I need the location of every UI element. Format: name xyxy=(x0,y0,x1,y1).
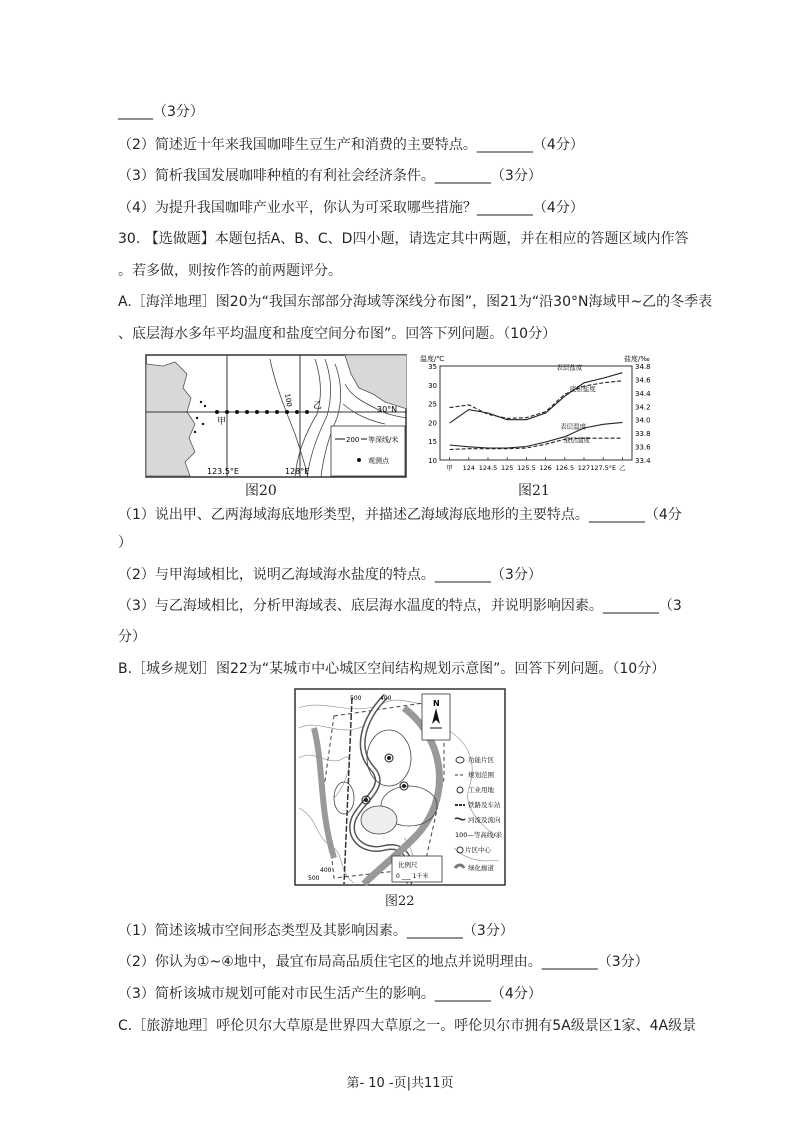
figure-20 xyxy=(145,354,407,478)
legend-item: 工业用地 xyxy=(468,786,494,794)
text-line: （1）简述该城市空间形态类型及其影响因素。________（3分） xyxy=(118,923,514,939)
series-line xyxy=(450,422,623,448)
series-label: 表层盐度 xyxy=(556,363,583,372)
page-footer: 第- 10 -页|共11页 xyxy=(346,1076,454,1091)
figure-21-caption: 图21 xyxy=(518,483,550,499)
text-line: （3）简析我国发展咖啡种植的有利社会经济条件。________（3分） xyxy=(118,168,542,184)
contour-label: 400 xyxy=(380,695,392,702)
scale-unit: 0 ___ 1千米 xyxy=(396,873,429,880)
legend-point-text: 观测点 xyxy=(368,457,389,465)
y-left-title: 温度/℃ xyxy=(420,355,445,363)
legend-item: 片区中心 xyxy=(465,846,491,854)
lat-label: 30°N xyxy=(377,405,398,414)
lon-label: 128°E xyxy=(285,467,310,476)
x-tick: 126 xyxy=(539,464,552,472)
legend-contour-text: 等深线/米 xyxy=(368,436,399,444)
y-left-tick: 15 xyxy=(428,438,437,447)
text-line: （3）与乙海域相比，分析甲海域表、底层海水温度的特点，并说明影响因素。________（3 xyxy=(118,598,682,614)
legend-item: 规划范围 xyxy=(468,771,494,779)
y-left-tick: 20 xyxy=(428,419,437,428)
y-left-tick: 25 xyxy=(428,400,437,409)
text-line: A.［海洋地理］图20为“我国东部部分海域等深线分布图”，图21为“沿30°N海域甲~乙的冬季表 xyxy=(118,294,713,310)
contour-label: 500 xyxy=(308,875,320,882)
y-right-tick: 34.0 xyxy=(635,416,651,425)
yi-label: 乙 xyxy=(313,401,323,411)
legend-item: 河流及流向 xyxy=(468,816,501,824)
jia-label: 甲 xyxy=(217,417,227,427)
x-tick: 乙 xyxy=(619,464,626,472)
x-tick: 127 xyxy=(577,464,591,472)
y-right-title: 盐度/‰ xyxy=(624,355,650,363)
lon-label: 123.5°E xyxy=(207,467,239,476)
contour-label: 400 xyxy=(320,867,332,874)
x-tick: 126.5 xyxy=(555,464,575,472)
text-line: （4）为提升我国咖啡产业水平，你认为可采取哪些措施？________（4分） xyxy=(118,200,584,216)
figure-20-caption: 图20 xyxy=(245,483,277,499)
contour-label: 100 xyxy=(283,392,294,408)
scale-label: 比例尺 xyxy=(398,861,418,869)
x-tick: 127.5°E xyxy=(590,464,617,472)
y-right-tick: 33.4 xyxy=(635,457,651,465)
y-right-tick: 34.2 xyxy=(635,403,651,412)
text-line: C.［旅游地理］呼伦贝尔大草原是世界四大草原之一。呼伦贝尔市拥有5A级景区1家、4A级景 xyxy=(118,1018,697,1034)
series-line xyxy=(450,373,623,423)
y-left-tick: 30 xyxy=(428,381,437,390)
text-line: B.［城乡规划］图22为“某城市中心城区空间结构规划示意图”。回答下列问题。（10分） xyxy=(118,661,666,677)
north-label: N xyxy=(433,699,440,708)
legend-item: 功能片区 xyxy=(468,756,494,764)
text-line: 。若多做，则按作答的前两题评分。 xyxy=(118,263,342,279)
y-left-tick: 10 xyxy=(428,457,437,465)
legend-item: 100—等高线/米 xyxy=(455,831,503,839)
text-line: 、底层海水多年平均温度和盐度空间分布图”。回答下列问题。（10分） xyxy=(118,326,557,342)
y-right-tick: 33.6 xyxy=(635,443,651,452)
y-right-tick: 33.8 xyxy=(635,430,651,439)
text-line: （2）你认为①~④地中，最宜布局高品质住宅区的地点并说明理由。________（3分） xyxy=(118,954,649,970)
legend-item: 绿化廊道 xyxy=(468,864,494,872)
series-label: 表层温度 xyxy=(560,422,587,431)
text-line: _____（3分） xyxy=(118,104,204,120)
legend-item: 铁路及车站 xyxy=(468,801,501,809)
x-tick: 125.5 xyxy=(517,464,536,472)
x-tick: 124 xyxy=(462,464,476,472)
series-line xyxy=(450,381,623,419)
figure-21 xyxy=(420,352,666,480)
x-tick: 125 xyxy=(500,464,514,472)
text-line: 30. 【选做题】本题包括A、B、C、D四小题，请选定其中两题，并在相应的答题区域内作答 xyxy=(118,231,689,247)
text-line: （2）与甲海域相比，说明乙海域海水盐度的特点。________（3分） xyxy=(118,567,542,583)
y-right-tick: 34.6 xyxy=(635,376,651,385)
x-tick: 124.5 xyxy=(478,464,498,472)
text-line: （2）简述近十年来我国咖啡生豆生产和消费的主要特点。________（4分） xyxy=(118,137,584,153)
text-line: （1）说出甲、乙两海域海底地形类型，并描述乙海域海底地形的主要特点。________（4分 xyxy=(118,507,682,523)
series-label: 底层盐度 xyxy=(569,384,596,393)
figure-22-caption: 图22 xyxy=(385,894,415,909)
figure-22 xyxy=(294,688,506,886)
legend-contour-value: 200 xyxy=(346,436,360,444)
text-line: 分） xyxy=(118,629,146,645)
x-tick: 甲 xyxy=(446,464,453,472)
text-line: ） xyxy=(118,535,132,551)
contour-label: 500 xyxy=(350,695,362,702)
y-left-tick: 35 xyxy=(428,363,437,371)
y-right-tick: 34.4 xyxy=(635,389,651,398)
y-right-tick: 34.8 xyxy=(635,363,651,371)
text-line: （3）简析该城市规划可能对市民生活产生的影响。________（4分） xyxy=(118,986,542,1002)
series-label: 底层温度 xyxy=(564,435,590,444)
